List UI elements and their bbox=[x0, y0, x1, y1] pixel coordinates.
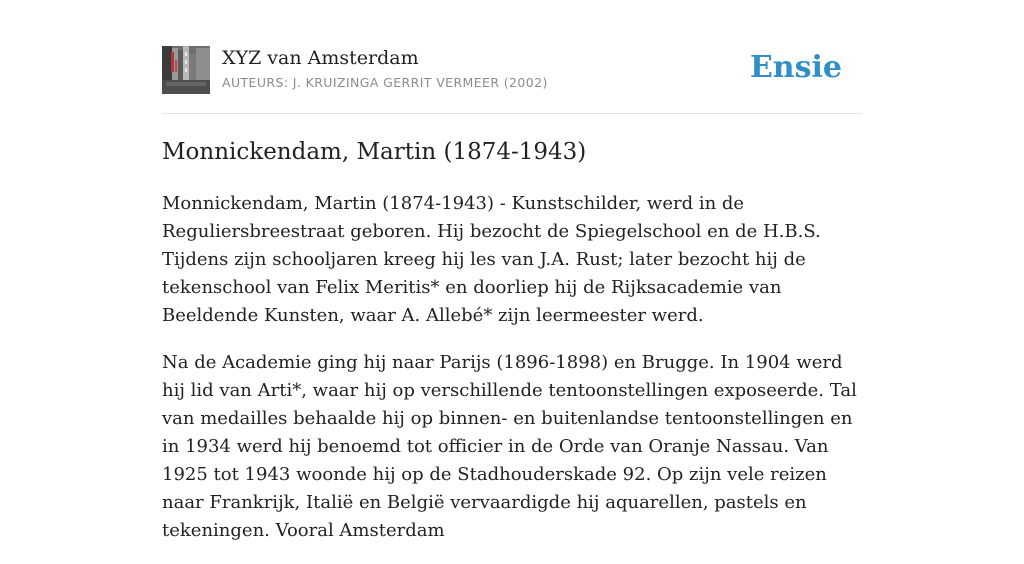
article-paragraph: Na de Academie ging hij naar Parijs (1896-1898) en Brugge. In 1904 werd hij lid van Arti*, waar hij op verschillende tentoonstellingen exposeerde. Tal van medailles behaalde hij op binnen- en buitenlandse tentoonstellingen en in 1934 werd hij benoemd tot officier in de Orde van Oranje Nassau. Van 1925 tot 1943 woonde hij op de Stadhouderskade 92. Op zijn vele reizen naar Frankrijk, Italië en België vervaardigde hij aquarellen, pastels en tekeningen. Vooral Amsterdam bbox=[162, 352, 857, 541]
header-divider bbox=[162, 113, 862, 114]
book-cover-image bbox=[162, 46, 210, 94]
article-body bbox=[162, 190, 862, 564]
ensie-logo-link[interactable]: Ensie bbox=[749, 50, 842, 85]
book-authors: AUTEURS: J. KRUIZINGA GERRIT VERMEER (2002) bbox=[222, 75, 548, 90]
book-header bbox=[162, 46, 862, 96]
book-cover-thumbnail[interactable] bbox=[162, 46, 210, 94]
book-title[interactable]: XYZ van Amsterdam bbox=[222, 47, 419, 69]
article-paragraph: Monnickendam, Martin (1874-1943) - Kunstschilder, werd in de Reguliersbreestraat geboren. Hij bezocht de Spiegelschool en de H.B.S. Tijdens zijn schooljaren kreeg hij les van J.A. Rust; later bezocht hij de tekenschool van Felix Meritis* en doorliep hij de Rijksacademie van Beeldende Kunsten, waar A. Allebé* zijn leermeester werd. bbox=[162, 193, 821, 326]
article-title: Monnickendam, Martin (1874-1943) bbox=[162, 139, 587, 165]
